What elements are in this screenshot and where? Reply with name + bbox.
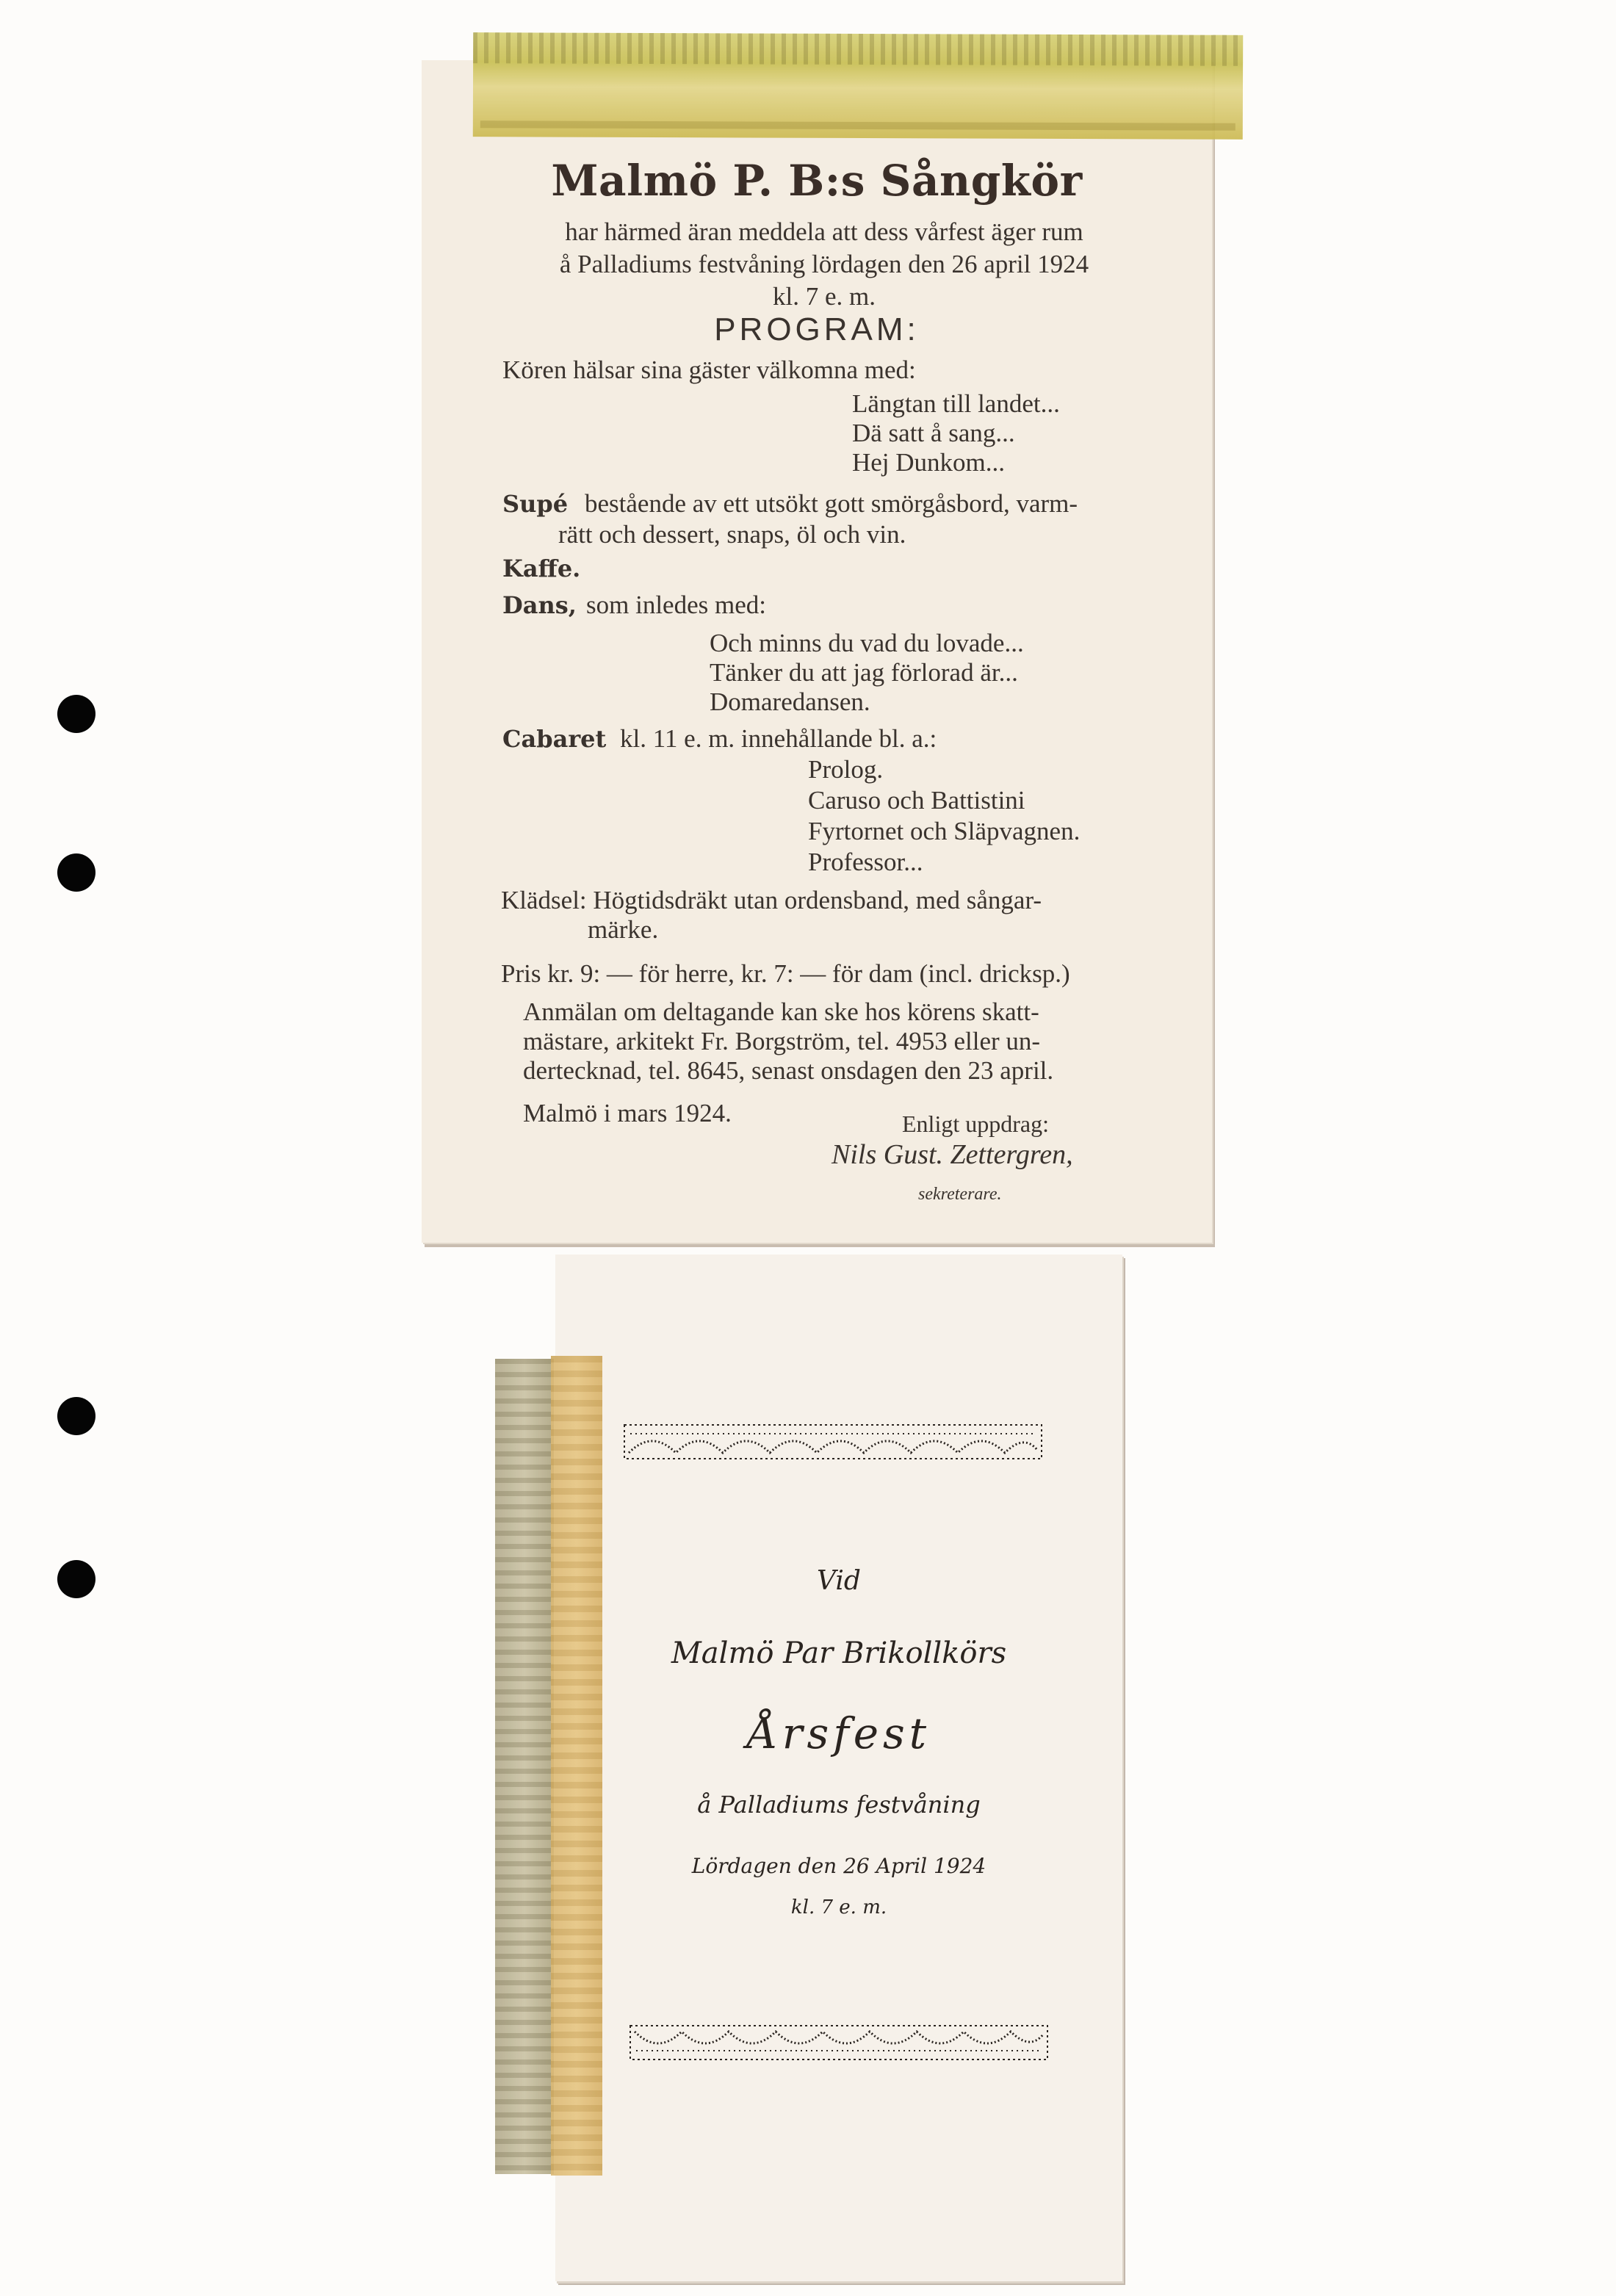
lace-ornament-top bbox=[623, 1423, 1043, 1460]
cabaret-label: Cabaret bbox=[502, 725, 607, 753]
invitation-time: kl. 7 e. m. bbox=[790, 1896, 887, 1918]
supper-label: Supé bbox=[502, 490, 569, 518]
greeting-song: Längtan till landet... bbox=[852, 389, 1060, 418]
registration-line: mästare, arkitekt Fr. Borgström, tel. 4953 eller un- bbox=[523, 1027, 1041, 1055]
supper-line: bestående av ett utsökt gott smörgåsbord, varm- bbox=[585, 489, 1078, 518]
lace-ornament-bottom bbox=[629, 2024, 1049, 2061]
cabaret-item: Caruso och Battistini bbox=[808, 786, 1025, 815]
dance-song: Tänker du att jag förlorad är... bbox=[710, 658, 1018, 687]
invitation-line-vid: Vid bbox=[817, 1566, 861, 1596]
invitation-title: Årsfest bbox=[746, 1708, 931, 1758]
dance-label: Dans, bbox=[502, 591, 577, 619]
price-text: Pris kr. 9: — för herre, kr. 7: — för dam (incl. dricksp.) bbox=[501, 959, 1070, 988]
cabaret-text: kl. 11 e. m. innehållande bl. a.: bbox=[620, 724, 937, 753]
program-intro bbox=[501, 216, 1147, 313]
invitation-choir-name: Malmö Par Brikollkörs bbox=[671, 1636, 1007, 1670]
coffee-label: Kaffe. bbox=[502, 555, 581, 582]
invitation-venue: å Palladiums festvåning bbox=[697, 1791, 981, 1819]
intro-line: har härmed äran meddela att dess vårfest äger rum bbox=[565, 217, 1083, 246]
place-date: Malmö i mars 1924. bbox=[523, 1099, 732, 1127]
punch-hole-4 bbox=[57, 1560, 95, 1598]
program-title: PROGRAM: bbox=[714, 311, 920, 347]
adhesive-tape-amber bbox=[551, 1356, 602, 2176]
invitation-date: Lördagen den 26 April 1924 bbox=[691, 1854, 986, 1878]
dance-song: Domaredansen. bbox=[710, 687, 870, 716]
signature-title: sekreterare. bbox=[918, 1185, 1002, 1204]
registration-line: dertecknad, tel. 8645, senast onsdagen den 23 april. bbox=[523, 1056, 1054, 1085]
invitation-card bbox=[555, 1255, 1122, 2281]
cabaret-item: Fyrtornet och Släpvagnen. bbox=[808, 817, 1081, 845]
intro-line: å Palladiums festvåning lördagen den 26 april 1924 bbox=[559, 250, 1089, 278]
program-heading: Malmö P. B:s Sångkör bbox=[551, 156, 1083, 206]
supper-line: rätt och dessert, snaps, öl och vin. bbox=[558, 520, 906, 549]
cabaret-item: Prolog. bbox=[808, 755, 884, 784]
program-card bbox=[422, 60, 1212, 1243]
greeting-text: Kören hälsar sina gäster välkomna med: bbox=[502, 355, 916, 384]
adhesive-tape-top bbox=[473, 32, 1243, 140]
dress-line: märke. bbox=[588, 915, 659, 944]
punch-hole-2 bbox=[57, 853, 95, 892]
signature: Nils Gust. Zettergren, bbox=[832, 1139, 1073, 1170]
intro-line: kl. 7 e. m. bbox=[773, 282, 876, 311]
dance-text: som inledes med: bbox=[586, 591, 766, 619]
dance-song: Och minns du vad du lovade... bbox=[710, 629, 1024, 657]
adhesive-tape-left bbox=[495, 1359, 554, 2174]
punch-hole-3 bbox=[57, 1397, 95, 1435]
registration-line: Anmälan om deltagande kan ske hos körens skatt- bbox=[523, 997, 1039, 1026]
greeting-song: Hej Dunkom... bbox=[852, 448, 1006, 477]
assignment-text: Enligt uppdrag: bbox=[902, 1111, 1049, 1137]
punch-hole-1 bbox=[57, 695, 95, 733]
greeting-song: Dä satt å sang... bbox=[852, 419, 1015, 447]
cabaret-item: Professor... bbox=[808, 848, 923, 876]
dress-line: Klädsel: Högtidsdräkt utan ordensband, med sångar- bbox=[501, 886, 1042, 914]
